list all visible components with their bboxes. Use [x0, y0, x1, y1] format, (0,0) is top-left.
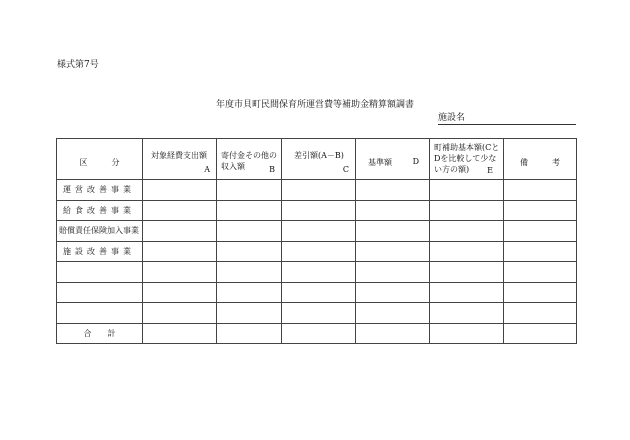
table-cell[interactable] [356, 282, 430, 303]
table-cell[interactable] [504, 262, 577, 283]
table-cell[interactable] [282, 303, 356, 324]
table-cell[interactable] [356, 303, 430, 324]
table-row-total [57, 323, 577, 344]
table-cell[interactable] [356, 221, 430, 242]
table-cell[interactable] [504, 241, 577, 262]
header-remarks: 備 考 [504, 139, 577, 180]
row-label [57, 282, 143, 303]
table-cell[interactable] [217, 282, 282, 303]
table-cell[interactable] [356, 180, 430, 201]
table-cell[interactable] [217, 200, 282, 221]
table-row [57, 180, 577, 201]
table-row [57, 303, 577, 324]
table-cell[interactable] [217, 303, 282, 324]
table-row [57, 262, 577, 283]
table-cell[interactable] [430, 241, 504, 262]
table-cell[interactable] [143, 221, 217, 242]
table-cell[interactable] [430, 303, 504, 324]
header-deduction: 差引額(A－B) C [282, 139, 356, 180]
facility-name-field[interactable]: 施設名 [438, 110, 576, 125]
table-cell[interactable] [282, 282, 356, 303]
table-cell[interactable] [504, 303, 577, 324]
row-label: 賠償責任保険加入事業 [57, 221, 143, 242]
document-title: 年度市貝町民間保育所運営費等補助金精算額調書 [215, 100, 414, 110]
table-cell[interactable] [504, 323, 577, 344]
row-label: 運営改善事業 [57, 180, 143, 201]
settlement-table [56, 138, 577, 344]
table-cell[interactable] [504, 221, 577, 242]
table-cell[interactable] [504, 180, 577, 201]
table-cell[interactable] [430, 282, 504, 303]
row-label-total: 合 計 [57, 323, 143, 344]
table-cell[interactable] [430, 200, 504, 221]
table-row [57, 221, 577, 242]
header-expenditure: 対象経費支出額 A [143, 139, 217, 180]
row-label [57, 262, 143, 283]
table-cell[interactable] [217, 221, 282, 242]
table-cell[interactable] [143, 262, 217, 283]
table-cell[interactable] [143, 180, 217, 201]
table-cell[interactable] [430, 323, 504, 344]
table-cell[interactable] [504, 282, 577, 303]
table-cell[interactable] [282, 221, 356, 242]
table-cell[interactable] [217, 241, 282, 262]
table-cell[interactable] [356, 262, 430, 283]
table-cell[interactable] [282, 180, 356, 201]
table-cell[interactable] [143, 282, 217, 303]
table-cell[interactable] [504, 200, 577, 221]
header-category: 区 分 [57, 139, 143, 180]
table-cell[interactable] [430, 221, 504, 242]
table-cell[interactable] [282, 262, 356, 283]
table-cell[interactable] [356, 200, 430, 221]
table-cell[interactable] [282, 323, 356, 344]
table-cell[interactable] [143, 241, 217, 262]
table-row [57, 282, 577, 303]
table-cell[interactable] [430, 262, 504, 283]
form-number: 様式第7号 [57, 60, 99, 70]
table-cell[interactable] [217, 323, 282, 344]
table-cell[interactable] [143, 200, 217, 221]
table-cell[interactable] [217, 262, 282, 283]
row-label: 給食改善事業 [57, 200, 143, 221]
header-donation: 寄付金その他の 収入額 B [217, 139, 282, 180]
header-standard: 基準額 D [356, 139, 430, 180]
table-cell[interactable] [356, 241, 430, 262]
table-cell[interactable] [430, 180, 504, 201]
table-cell[interactable] [143, 323, 217, 344]
table-cell[interactable] [217, 180, 282, 201]
header-town-subsidy: 町補助基本額(Cと Dを比較して少な い方の額) E [430, 139, 504, 180]
table-header-row [57, 139, 577, 180]
table-cell[interactable] [282, 200, 356, 221]
table-row [57, 241, 577, 262]
table-cell[interactable] [356, 323, 430, 344]
table-row [57, 200, 577, 221]
table-cell[interactable] [282, 241, 356, 262]
table-cell[interactable] [143, 303, 217, 324]
row-label: 施設改善事業 [57, 241, 143, 262]
row-label [57, 303, 143, 324]
